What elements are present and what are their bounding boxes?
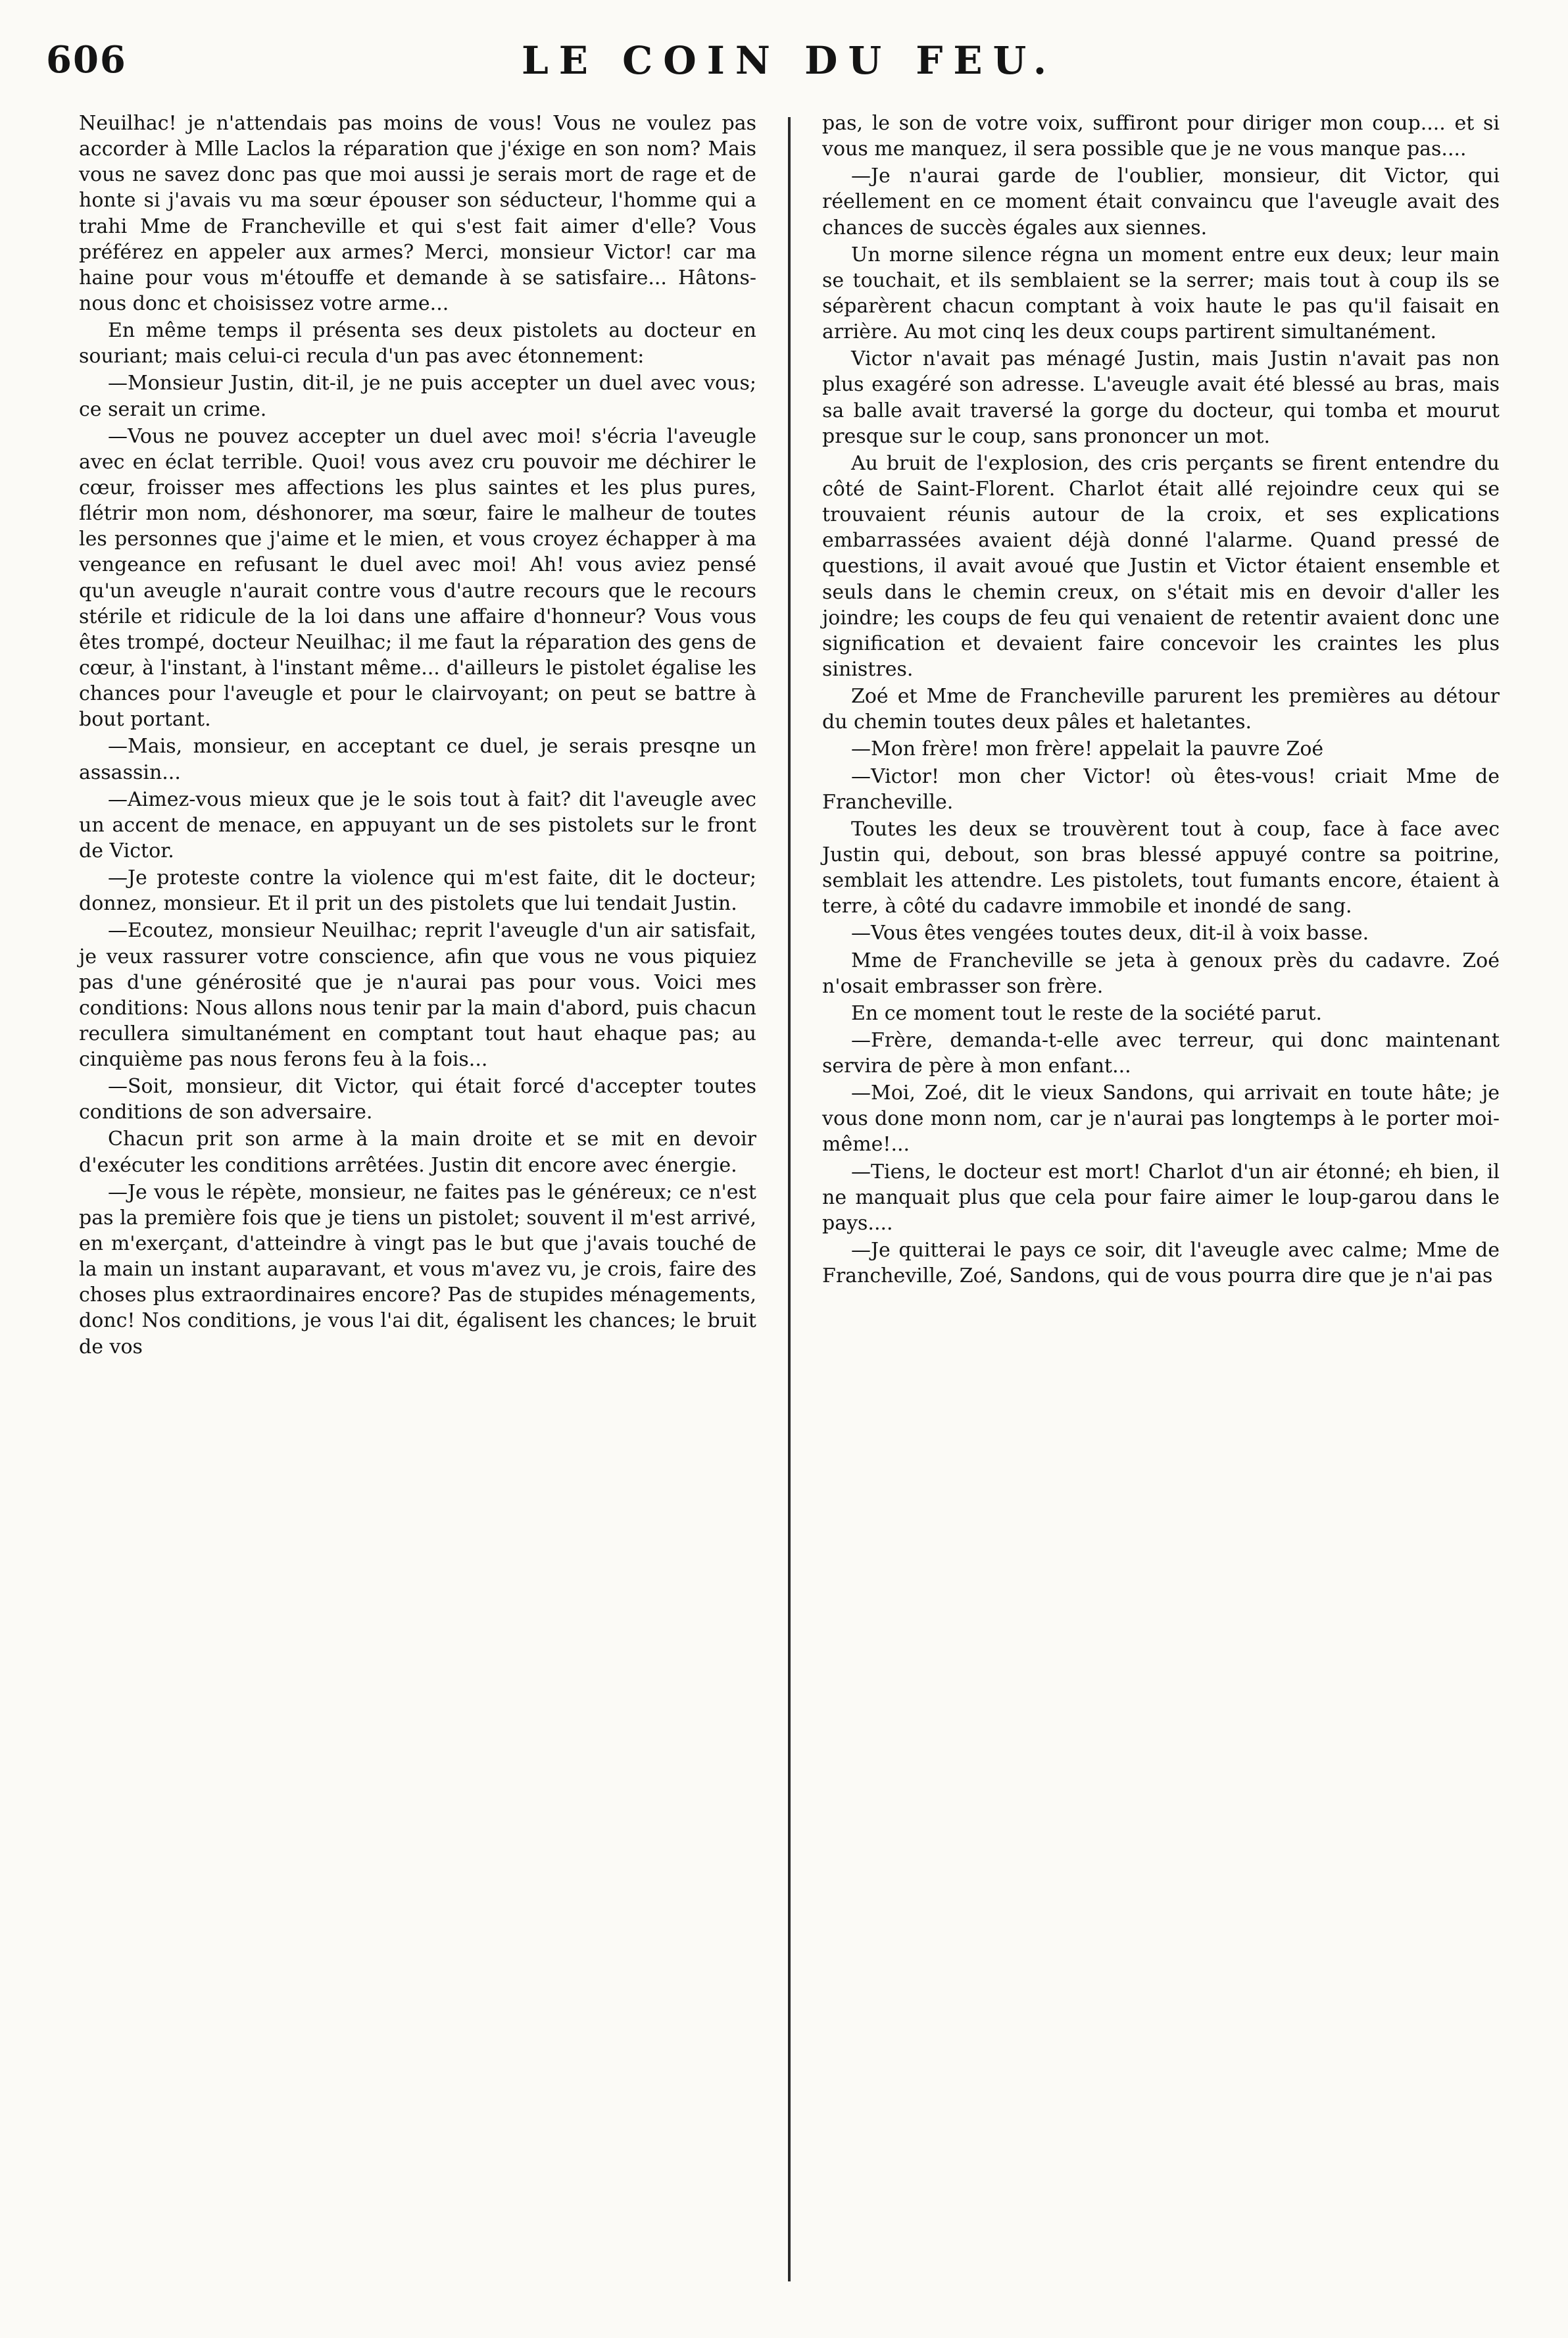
paragraph: —Frère, demanda-t-elle avec terreur, qui donc maintenant servira de père à mon enfant... (822, 1028, 1500, 1078)
paragraph: En même temps il présenta ses deux pistolets au docteur en souriant; mais celui-ci recula d'un pas avec étonnement: (79, 319, 756, 368)
page-header (46, 38, 1532, 111)
paragraph: pas, le son de votre voix, suffiront pour diriger mon coup.... et si vous me manquez, il sera possible que je ne vous manque pas.... (822, 112, 1500, 161)
paragraph: —Je quitterai le pays ce soir, dit l'aveugle avec calme; Mme de Francheville, Zoé, Sandons, qui de vous pourra dire que je n'ai pas (822, 1239, 1500, 1288)
page-number: 606 (46, 38, 127, 82)
paragraph: Au bruit de l'explosion, des cris perçants se firent entendre du côté de Saint-Florent. Charlot était allé rejoindre ceux qui se trouvaient réunis autour de la croix, et ses explications embarrassées avaient déjà donné l'alarme. Quand pressé de questions, il avait avoué que Justin et Victor étaient ensemble et seuls dans le chemin creux, on s'était mis en devoir d'aller les joindre; les coups de feu qui venaient de retentir avaient donc une signification et devaient faire concevoir les craintes les plus sinistres. (822, 451, 1500, 681)
paragraph: —Tiens, le docteur est mort! Charlot d'un air étonné; eh bien, il ne manquait plus que cela pour faire aimer le loup-garou dans le pays.... (822, 1160, 1500, 1235)
column-divider (788, 117, 791, 2281)
paragraph: Zoé et Mme de Francheville parurent les premières au détour du chemin toutes deux pâles et haletantes. (822, 685, 1500, 734)
paragraph: —Je n'aurai garde de l'oublier, monsieur, dit Victor, qui réellement en ce moment était convaincu que l'aveugle avait des chances de succès égales aux siennes. (822, 164, 1500, 239)
paragraph: —Soit, monsieur, dit Victor, qui était forcé d'accepter toutes conditions de son adversaire. (79, 1075, 756, 1124)
paragraph: —Ecoutez, monsieur Neuilhac; reprit l'aveugle d'un air satisfait, je veux rassurer votre conscience, afin que vous ne vous piquiez pas d'une générosité que je n'aurai pas pour vous. Voici mes conditions: Nous allons nous tenir par la main d'abord, puis chacun recullera simultanément en comptant tout haut ehaque pas; au cinquième pas nous ferons feu à la fois... (79, 919, 756, 1072)
paragraph: —Mon frère! mon frère! appelait la pauvre Zoé (851, 737, 1324, 761)
paragraph: —Victor! mon cher Victor! où êtes-vous! criait Mme de Francheville. (822, 764, 1500, 814)
paragraph: —Monsieur Justin, dit-il, je ne puis accepter un duel avec vous; ce serait un crime. (79, 372, 756, 421)
running-title: LE COIN DU FEU. (521, 38, 1058, 83)
paragraph: —Vous ne pouvez accepter un duel avec moi! s'écria l'aveugle avec en éclat terrible. Quoi! vous avez cru pouvoir me déchirer le cœur, froisser mes affections les plus saintes et les plus pures, flétrir mon nom, déshonorer, ma sœur, faire le malheur de toutes les personnes que j'aime et le mien, et vous croyez échapper à ma vengeance en refusant le duel avec moi! Ah! vous aviez pensé qu'un aveugle n'aurait contre vous d'autre recours que le recours stérile et ridicule de la loi dans une affaire d'honneur? Vous vous êtes trompé, docteur Neuilhac; il me faut la réparation des gens de cœur, à l'instant, à l'instant même... d'ailleurs le pistolet égalise les chances pour l'aveugle et pour le clairvoyant; on peut se battre à bout portant. (79, 424, 756, 732)
text-columns (79, 111, 1500, 2301)
paragraph: —Mais, monsieur, en acceptant ce duel, je serais presqne un assassin... (79, 735, 756, 784)
paragraph: —Vous êtes vengées toutes deux, dit-il à voix basse. (851, 922, 1369, 945)
paragraph: Mme de Francheville se jeta à genoux près du cadavre. Zoé n'osait embrasser son frère. (822, 949, 1500, 998)
paragraph: —Je proteste contre la violence qui m'est faite, dit le docteur; donnez, monsieur. Et il prit un des pistolets que lui tendait Justin. (79, 866, 756, 916)
paragraph: —Je vous le répète, monsieur, ne faites pas le généreux; ce n'est pas la première fois que je tiens un pistolet; souvent il m'est arrivé, en m'exerçant, d'atteindre à vingt pas le but que j'avais touché de la main un instant auparavant, et vous m'avez vu, je crois, faire des choses plus extraordinaires encore? Pas de stupides ménagements, donc! Nos conditions, je vous l'ai dit, égalisent les chances; le bruit de vos (79, 1180, 756, 1358)
paragraph: Neuilhac! je n'attendais pas moins de vous! Vous ne voulez pas accorder à Mlle Laclos la réparation que j'éxige en son nom? Mais vous ne savez donc pas que moi aussi je serais mort de rage et de honte si j'avais vu ma sœur épouser son séducteur, l'homme qui a trahi Mme de Francheville et qui s'est fait aimer d'elle? Vous préférez en appeler aux armes? Merci, monsieur Victor! car ma haine pour vous m'étouffe et demande à se satisfaire... Hâtons-nous donc et choisissez votre arme... (79, 112, 756, 315)
right-column (822, 111, 1500, 2301)
paragraph: Toutes les deux se trouvèrent tout à coup, face à face avec Justin qui, debout, son bras blessé appuyé contre sa poitrine, semblait les attendre. Les pistolets, tout fumants encore, étaient à terre, à côté du cadavre immobile et inondé de sang. (822, 817, 1500, 918)
paragraph: Victor n'avait pas ménagé Justin, mais Justin n'avait pas non plus exagéré son adresse. L'aveugle avait été blessé au bras, mais sa balle avait traversé la gorge du docteur, qui tomba et mourut presque sur le coup, sans prononcer un mot. (822, 347, 1500, 448)
paragraph: Un morne silence régna un moment entre eux deux; leur main se touchait, et ils semblaient se la serrer; mais tout à coup ils se séparèrent chacun comptant à voix haute le pas qu'il faisait en arrière. Au mot cinq les deux coups partirent simultanément. (822, 243, 1500, 344)
paragraph: —Moi, Zoé, dit le vieux Sandons, qui arrivait en toute hâte; je vous done monn nom, car je n'aurai pas longtemps à le porter moi-même!... (822, 1082, 1500, 1157)
paragraph: Chacun prit son arme à la main droite et se mit en devoir d'exécuter les conditions arrêtées. Justin dit encore avec énergie. (79, 1128, 756, 1177)
paragraph: En ce moment tout le reste de la société parut. (851, 1001, 1323, 1025)
paragraph: —Aimez-vous mieux que je le sois tout à fait? dit l'aveugle avec un accent de menace, en appuyant un de ses pistolets sur le front de Victor. (79, 787, 756, 862)
left-column (79, 111, 756, 2301)
